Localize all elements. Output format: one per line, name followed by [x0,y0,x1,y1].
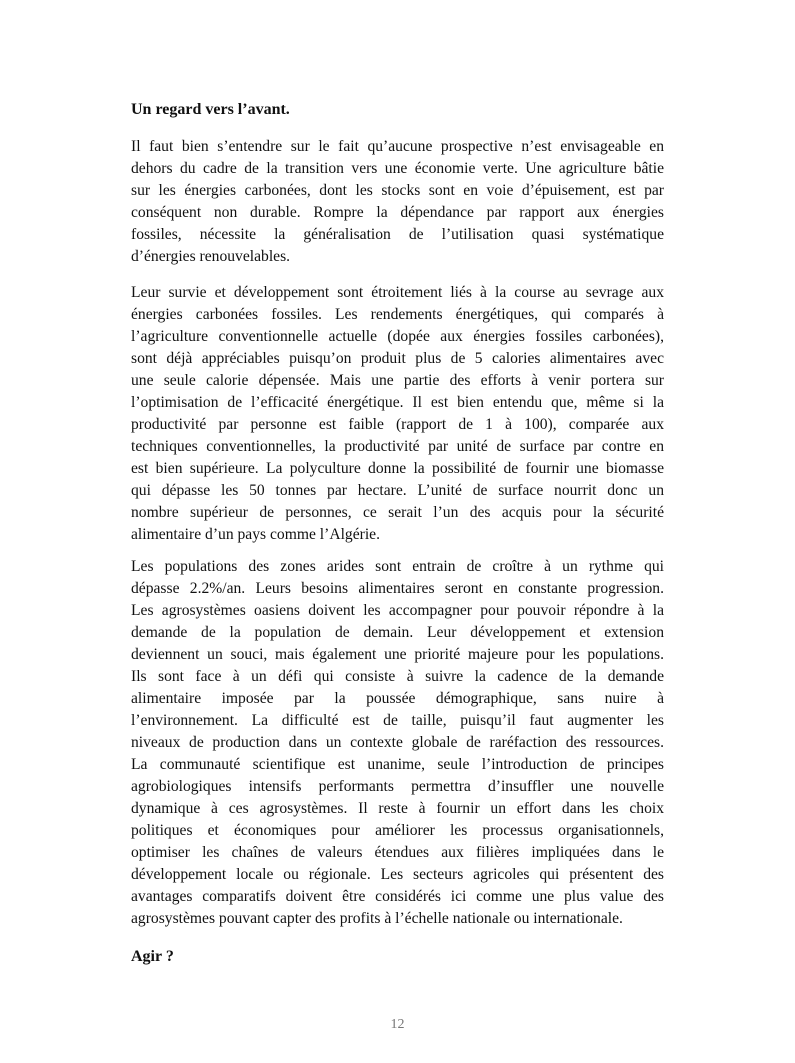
text-line: nombre supérieur de personnes, ce serait l’un des acquis pour la sécurité [131,504,664,521]
paragraph [131,556,664,930]
text-line: Les agrosystèmes oasiens doivent les accompagner pour pouvoir répondre à la [131,602,664,619]
text-line: conséquent non durable. Rompre la dépendance par rapport aux énergies [131,204,664,221]
text-line: développement locale ou régionale. Les secteurs agricoles qui présentent des [131,866,664,883]
text-line: dehors du cadre de la transition vers une économie verte. Une agriculture bâtie [131,160,664,177]
text-line: niveaux de production dans un contexte globale de raréfaction des ressources. [131,734,664,751]
text-line: l’environnement. La difficulté est de taille, puisqu’il faut augmenter les [131,712,664,729]
text-line: agrosystèmes pouvant capter des profits à l’échelle nationale ou internationale. [131,910,623,927]
section-heading: Un regard vers l’avant. [131,101,290,118]
text-line: alimentaire d’un pays comme l’Algérie. [131,526,380,543]
text-line: politiques et économiques pour améliorer les processus organisationnels, [131,822,664,839]
text-line: Il faut bien s’entendre sur le fait qu’aucune prospective n’est envisageable en [131,138,664,155]
text-line: Les populations des zones arides sont entrain de croître à un rythme qui [131,558,664,575]
page-number: 12 [390,1017,405,1032]
text-line: Ils sont face à un défi qui consiste à suivre la cadence de la demande [131,668,664,685]
text-line: l’agriculture conventionnelle actuelle (dopée aux énergies fossiles carbonées), [131,328,664,345]
text-line: une seule calorie dépensée. Mais une partie des efforts à venir portera sur [131,372,664,389]
text-line: dépasse 2.2%/an. Leurs besoins alimentaires seront en constante progression. [131,580,664,597]
text-line: est bien supérieure. La polyculture donne la possibilité de fournir une biomasse [131,460,664,477]
text-line: productivité par personne est faible (rapport de 1 à 100), comparée aux [131,416,664,433]
section-heading: Agir ? [131,948,174,965]
text-line: Leur survie et développement sont étroitement liés à la course au sevrage aux [131,284,664,301]
text-line: l’optimisation de l’efficacité énergétique. Il est bien entendu que, même si la [131,394,664,411]
text-line: agrobiologiques intensifs performants permettra d’insuffler une nouvelle [131,778,664,795]
text-line: sur les énergies carbonées, dont les stocks sont en voie d’épuisement, est par [131,182,664,199]
text-line: d’énergies renouvelables. [131,248,291,265]
text-line: optimiser les chaînes de valeurs étendues aux filières impliquées dans le [131,844,664,861]
text-line: alimentaire imposée par la poussée démographique, sans nuire à [131,690,664,707]
text-line: sont déjà appréciables puisqu’on produit plus de 5 calories alimentaires avec [131,350,664,367]
text-line: deviennent un souci, mais également une priorité majeure pour les populations. [131,646,664,663]
text-line: dynamique à ces agrosystèmes. Il reste à fournir un effort dans les choix [131,800,664,817]
document-page [131,99,664,968]
text-line: avantages comparatifs doivent être considérés ici comme une plus value des [131,888,664,905]
text-line: demande de la population de demain. Leur développement et extension [131,624,664,641]
text-line: fossiles, nécessite la généralisation de l’utilisation quasi systématique [131,226,664,243]
text-line: La communauté scientifique est unanime, seule l’introduction de principes [131,756,664,773]
paragraph [131,136,664,268]
text-line: qui dépasse les 50 tonnes par hectare. L’unité de surface nourrit donc un [131,482,664,499]
paragraph [131,282,664,546]
text-line: techniques conventionnelles, la productivité par unité de surface par contre en [131,438,664,455]
text-line: énergies carbonées fossiles. Les rendements énergétiques, qui comparés à [131,306,664,323]
